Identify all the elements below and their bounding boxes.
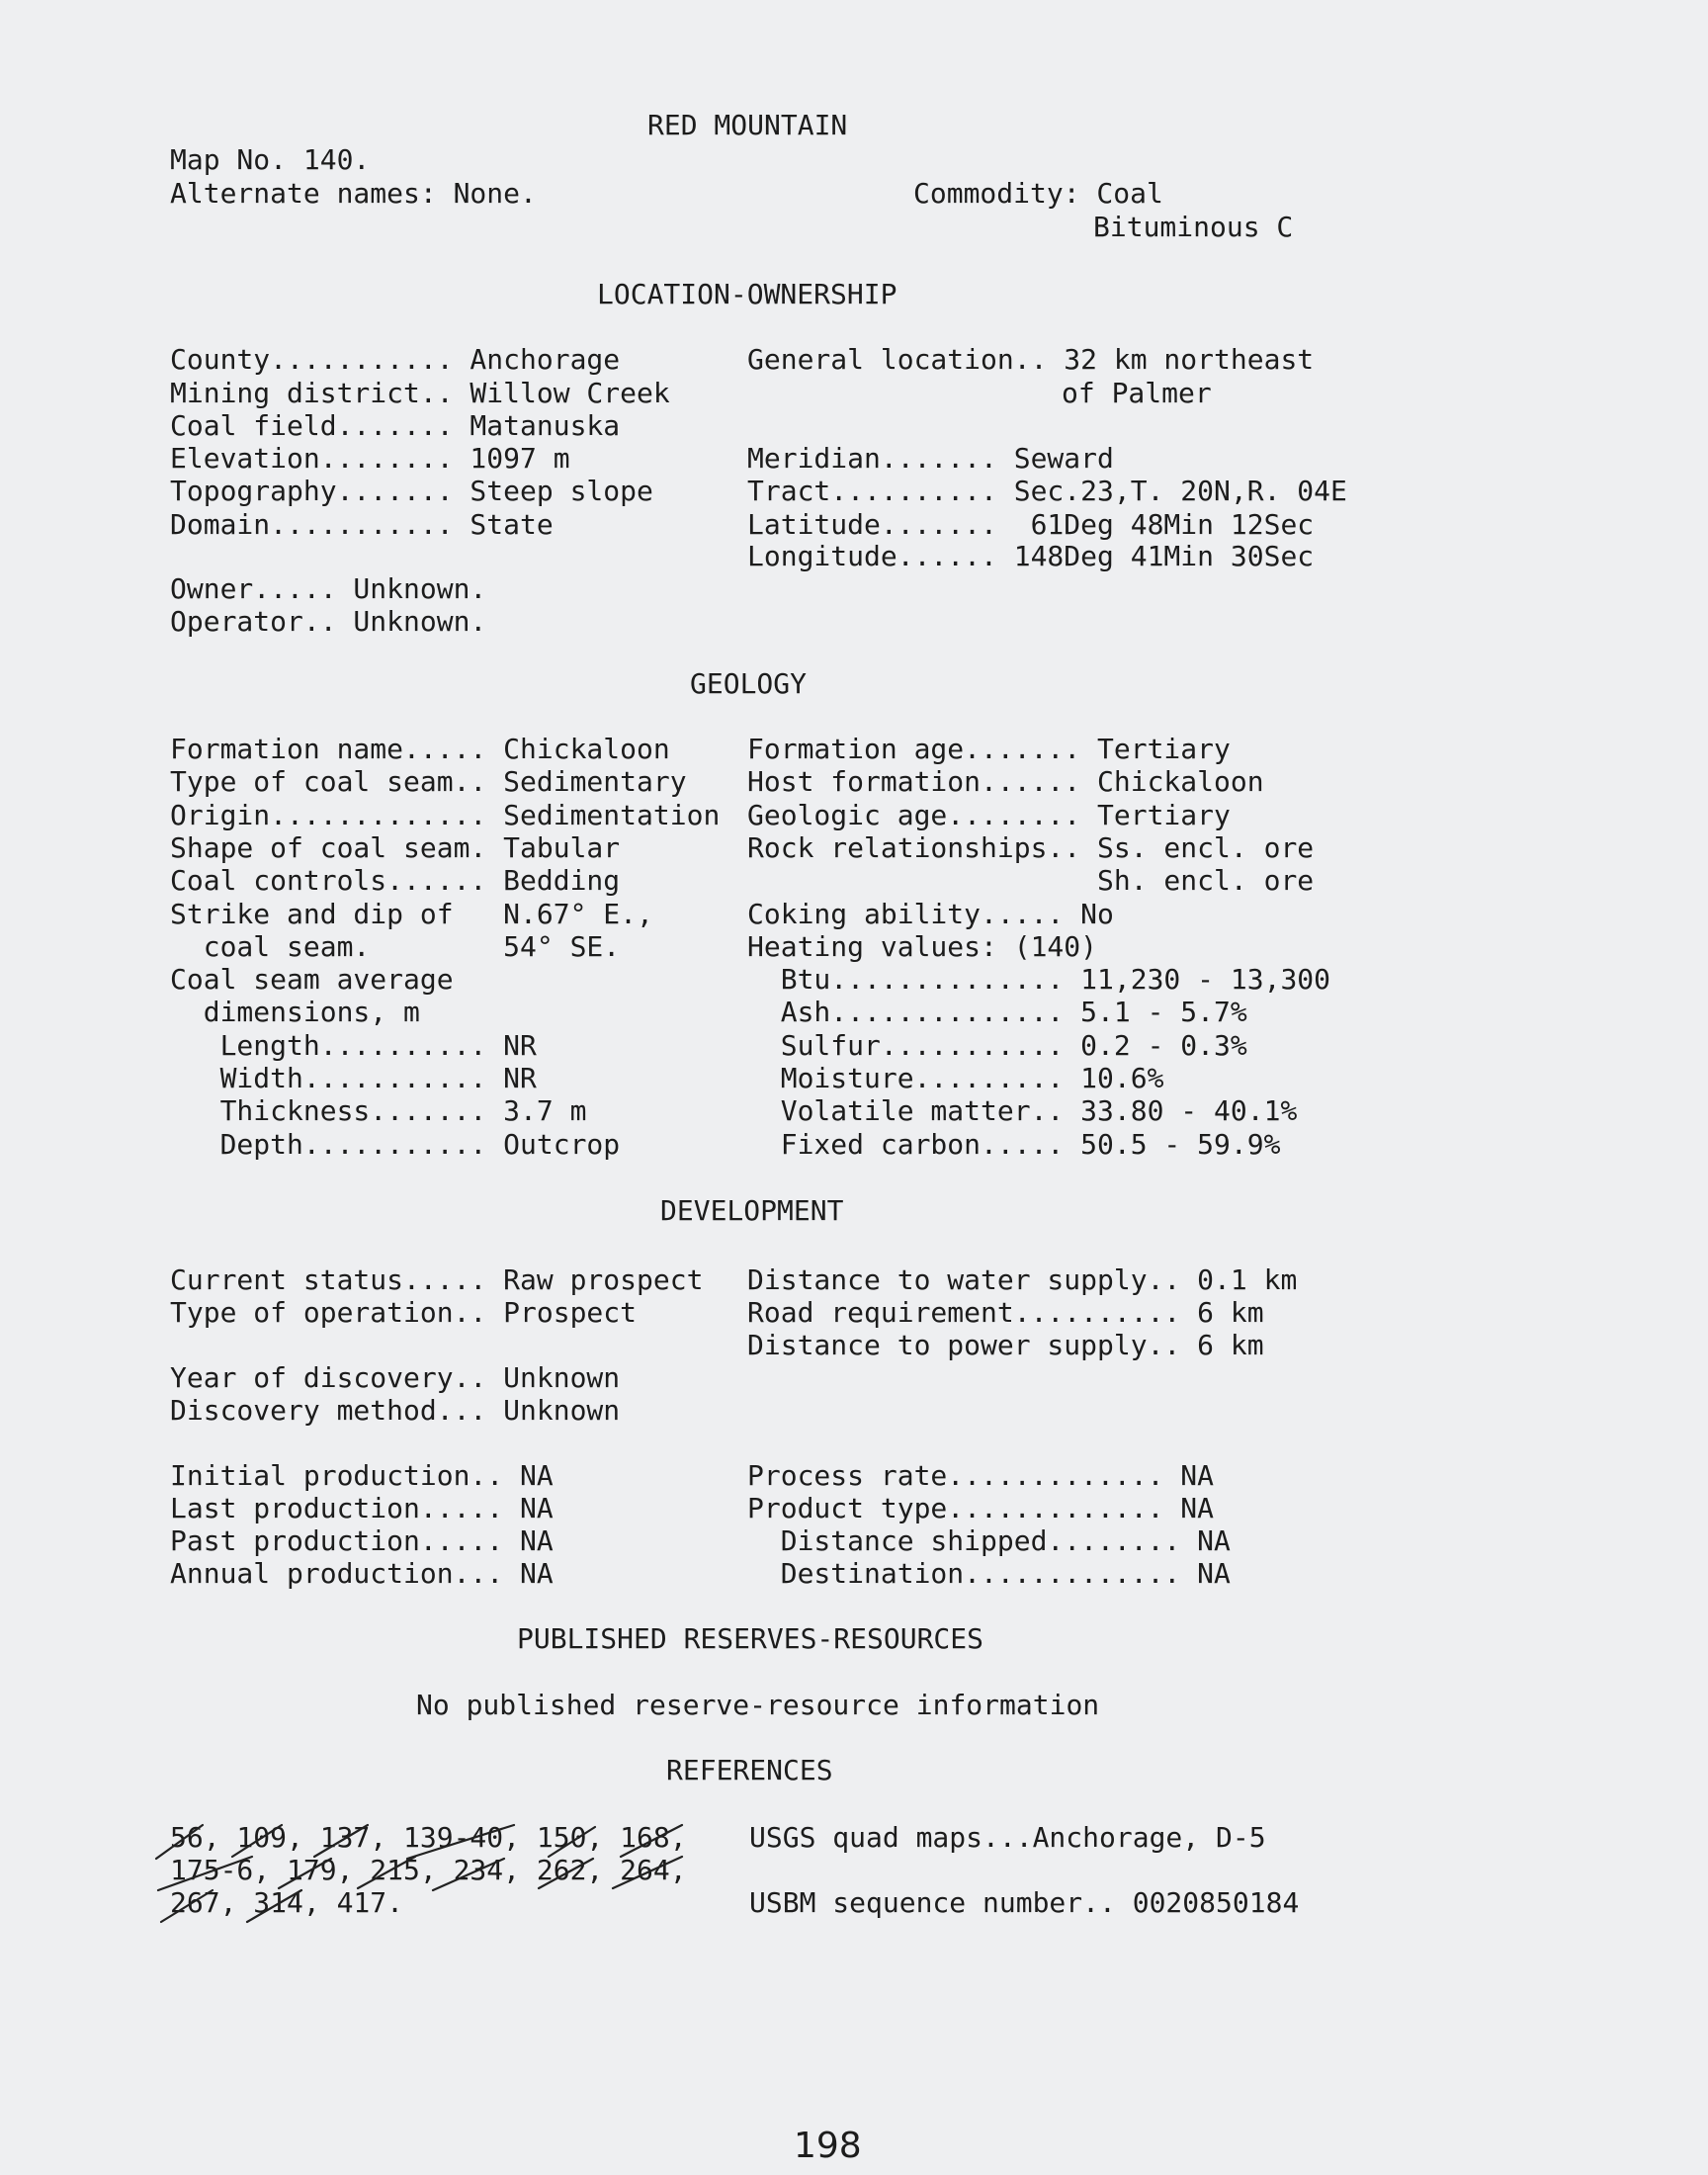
geology-field: Btu.............. 11,230 - 13,300 [747, 963, 1331, 996]
map-number: Map No. 140. [170, 143, 371, 176]
general-location-cont: of Palmer [1062, 377, 1212, 409]
production-field: Product type............. NA [747, 1492, 1215, 1524]
location-field: County........... Anchorage [170, 343, 621, 376]
page-number: 198 [794, 2126, 862, 2166]
geology-field: Shape of coal seam. Tabular [170, 831, 621, 864]
location-field: Meridian....... Seward [747, 442, 1114, 475]
geology-field: Thickness....... 3.7 m [170, 1094, 587, 1127]
location-field: Elevation........ 1097 m [170, 442, 570, 475]
production-field: Destination............. NA [747, 1557, 1231, 1590]
reference-numbers: 267, 314, 417. [170, 1886, 404, 1919]
reference-numbers: 56, 109, 137, 139-40, 150, 168, [170, 1821, 687, 1854]
location-field: Mining district.. Willow Creek [170, 377, 670, 409]
section-references-heading: REFERENCES [666, 1754, 833, 1786]
section-reserves-heading: PUBLISHED RESERVES-RESOURCES [517, 1622, 984, 1655]
location-field: Longitude...... 148Deg 41Min 30Sec [747, 540, 1315, 572]
development-field: Discovery method... Unknown [170, 1394, 621, 1427]
production-field: Last production..... NA [170, 1492, 554, 1524]
section-development-heading: DEVELOPMENT [660, 1194, 844, 1227]
geology-field: Rock relationships.. Ss. encl. ore [747, 831, 1315, 864]
owner: Owner..... Unknown. [170, 572, 487, 605]
geology-field: Depth........... Outcrop [170, 1128, 621, 1161]
production-field: Process rate............. NA [747, 1459, 1215, 1492]
geology-field: Moisture......... 10.6% [747, 1062, 1164, 1094]
geology-field: Fixed carbon..... 50.5 - 59.9% [747, 1128, 1281, 1161]
location-field: Latitude....... 61Deg 48Min 12Sec [747, 508, 1315, 541]
development-field: Road requirement.......... 6 km [747, 1296, 1264, 1329]
development-field: Year of discovery.. Unknown [170, 1361, 621, 1394]
development-field: Distance to power supply.. 6 km [747, 1329, 1264, 1361]
general-location: General location.. 32 km northeast [747, 343, 1315, 376]
geology-field: Host formation...... Chickaloon [747, 765, 1264, 798]
operator: Operator.. Unknown. [170, 605, 487, 638]
page-title: RED MOUNTAIN [647, 109, 848, 141]
reference-numbers: 175-6, 179, 215, 234, 262, 264, [170, 1854, 687, 1886]
geology-field: dimensions, m [170, 996, 420, 1028]
geology-field: Sh. encl. ore [747, 864, 1315, 897]
production-field: Initial production.. NA [170, 1459, 554, 1492]
geology-field: Width........... NR [170, 1062, 537, 1094]
geology-field: Ash.............. 5.1 - 5.7% [747, 996, 1247, 1028]
production-field: Distance shipped........ NA [747, 1524, 1231, 1557]
location-field: Tract.......... Sec.23,T. 20N,R. 04E [747, 475, 1347, 507]
geology-field: Volatile matter.. 33.80 - 40.1% [747, 1094, 1298, 1127]
development-field: Current status..... Raw prospect [170, 1263, 704, 1296]
location-field: Topography....... Steep slope [170, 475, 653, 507]
geology-field: Origin............. Sedimentation [170, 799, 721, 831]
geology-field: Length.......... NR [170, 1029, 537, 1062]
geology-field: Formation age....... Tertiary [747, 733, 1231, 765]
section-location-heading: LOCATION-OWNERSHIP [597, 278, 897, 310]
geology-field: Formation name..... Chickaloon [170, 733, 670, 765]
geology-field: Geologic age........ Tertiary [747, 799, 1231, 831]
production-field: Annual production... NA [170, 1557, 554, 1590]
commodity: Commodity: Coal [913, 177, 1163, 210]
production-field: Past production..... NA [170, 1524, 554, 1557]
geology-field: Strike and dip of N.67° E., [170, 898, 653, 930]
reserves-text: No published reserve-resource information [416, 1689, 1100, 1721]
usbm-sequence-number: USBM sequence number.. 0020850184 [749, 1886, 1300, 1919]
geology-field: Sulfur........... 0.2 - 0.3% [747, 1029, 1247, 1062]
development-field: Type of operation.. Prospect [170, 1296, 638, 1329]
geology-field: Coking ability..... No [747, 898, 1114, 930]
location-field: Domain........... State [170, 508, 554, 541]
development-field: Distance to water supply.. 0.1 km [747, 1263, 1298, 1296]
section-geology-heading: GEOLOGY [690, 667, 808, 700]
geology-field: coal seam. 54° SE. [170, 930, 621, 963]
geology-field: Coal controls...... Bedding [170, 864, 621, 897]
geology-field: Heating values: (140) [747, 930, 1098, 963]
usgs-quad-maps: USGS quad maps...Anchorage, D-5 [749, 1821, 1266, 1854]
geology-field: Coal seam average [170, 963, 454, 996]
alternate-names: Alternate names: None. [170, 177, 537, 210]
geology-field: Type of coal seam.. Sedimentary [170, 765, 687, 798]
location-field: Coal field....... Matanuska [170, 409, 621, 442]
commodity-type: Bituminous C [1093, 211, 1294, 243]
